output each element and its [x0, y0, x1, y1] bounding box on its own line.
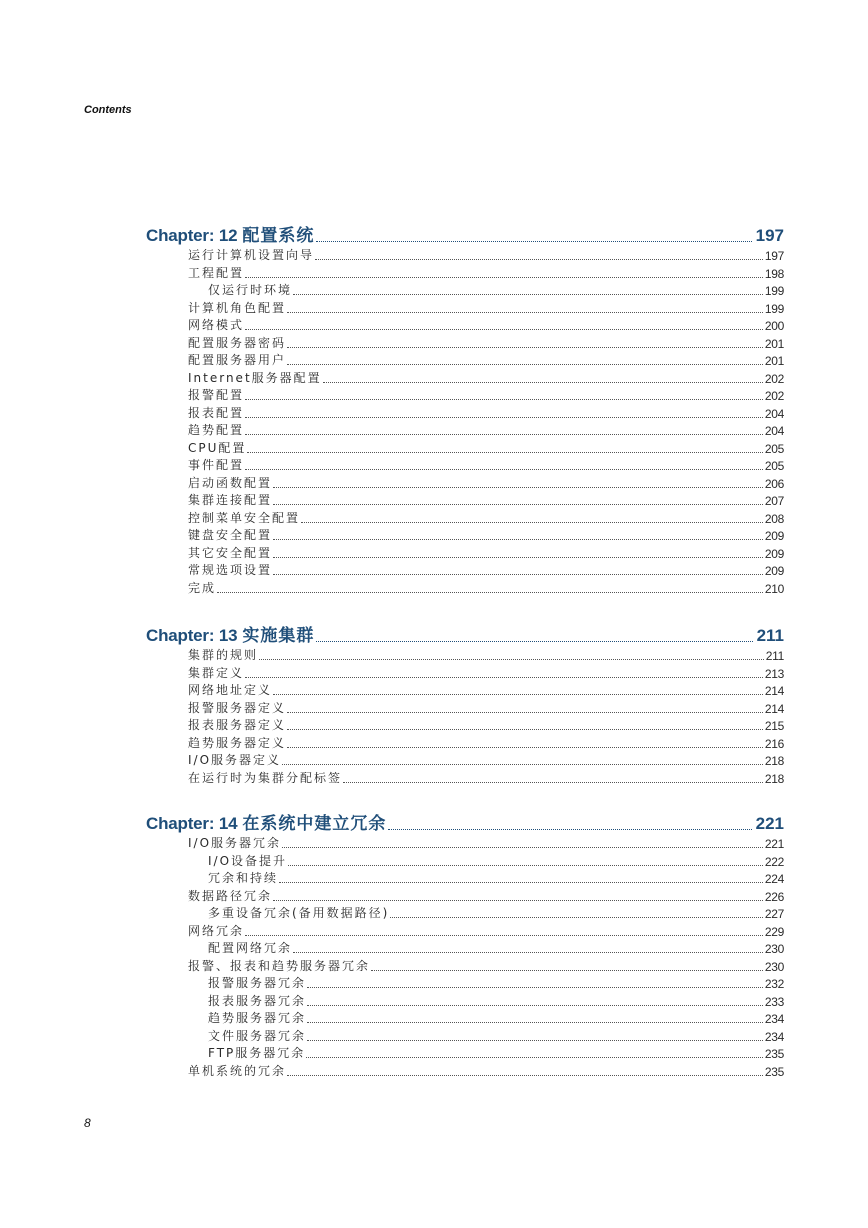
- toc-entry-title: 报表服务器冗余: [208, 993, 307, 1008]
- dot-leader: [217, 592, 763, 593]
- chapter-heading[interactable]: [146, 808, 784, 834]
- toc-entry-page-number: 206: [764, 476, 784, 491]
- toc-entry-title: I/O设备提升: [208, 853, 288, 868]
- toc-entry-page-number: 211: [765, 649, 784, 663]
- toc-entry-page-number: 216: [764, 736, 784, 751]
- toc-entry[interactable]: [188, 334, 784, 351]
- toc-entry-page-number: 201: [764, 354, 784, 368]
- dot-leader: [245, 277, 763, 278]
- toc-entry-page-number: 215: [764, 719, 784, 733]
- toc-entry[interactable]: [188, 699, 784, 716]
- chapter-label: Chapter: 14: [146, 814, 238, 833]
- dot-leader: [282, 764, 763, 765]
- toc-entry[interactable]: [208, 992, 784, 1009]
- toc-entry-title: CPU配置: [188, 440, 247, 455]
- toc-entry[interactable]: [188, 404, 784, 421]
- toc-entry-title: 配置服务器密码: [188, 335, 287, 350]
- dot-leader: [287, 1075, 763, 1076]
- dot-leader: [323, 382, 763, 383]
- toc-entry[interactable]: [188, 491, 784, 508]
- toc-entry-title: 仅运行时环境: [208, 283, 293, 297]
- toc-entry-page-number: 214: [764, 684, 784, 698]
- toc-entry[interactable]: [188, 579, 784, 596]
- toc-entry-title: 事件配置: [188, 458, 245, 472]
- dot-leader: [287, 312, 763, 313]
- dot-leader: [287, 364, 763, 365]
- chapter-title: 实施集群: [242, 626, 315, 646]
- toc-entry[interactable]: [188, 681, 784, 698]
- toc-entry[interactable]: [208, 869, 784, 886]
- toc-entry[interactable]: [188, 1062, 784, 1079]
- toc-entry-page-number: 204: [764, 424, 784, 438]
- toc-entry-page-number: 235: [764, 1064, 784, 1079]
- toc-entry-title: 单机系统的冗余: [188, 1063, 287, 1078]
- toc-entry[interactable]: [208, 1027, 784, 1044]
- toc-entry-page-number: 234: [764, 1029, 784, 1044]
- toc-entry-title: 在运行时为集群分配标签: [188, 770, 343, 785]
- chapter-heading[interactable]: [146, 620, 784, 646]
- toc-entry[interactable]: [208, 1044, 784, 1061]
- toc-entry-page-number: 200: [764, 319, 784, 333]
- toc-entry-page-number: 233: [764, 994, 784, 1009]
- dot-leader: [371, 970, 763, 971]
- chapter-title: 配置系统: [242, 226, 315, 246]
- toc-entry-title: 报警配置: [188, 388, 245, 402]
- dot-leader: [343, 782, 763, 783]
- toc-entry-title: 趋势配置: [188, 423, 245, 437]
- toc-entry-title: Internet服务器配置: [188, 370, 322, 385]
- chapter-label: Chapter: 12: [146, 226, 238, 245]
- dot-leader: [307, 987, 763, 988]
- toc-entry-title: 工程配置: [188, 265, 245, 280]
- toc-entry-page-number: 222: [764, 854, 784, 869]
- toc-entry-page-number: 227: [764, 907, 784, 921]
- dot-leader: [245, 677, 763, 678]
- toc-entry-page-number: 202: [764, 389, 784, 403]
- toc-entry-title: 网络模式: [188, 318, 245, 332]
- toc-entry[interactable]: [188, 664, 784, 681]
- dot-leader: [245, 329, 763, 330]
- toc-entry[interactable]: [188, 769, 784, 786]
- toc-entry[interactable]: [208, 281, 784, 298]
- toc-entry-title: 报表服务器定义: [188, 718, 287, 732]
- toc-entry[interactable]: [188, 646, 784, 663]
- dot-leader: [390, 917, 763, 918]
- toc-entry-title: 键盘安全配置: [188, 528, 273, 542]
- dot-leader: [245, 434, 763, 435]
- toc-entry[interactable]: [188, 474, 784, 491]
- toc-entry[interactable]: [188, 561, 784, 578]
- toc-entry-page-number: 209: [764, 529, 784, 543]
- chapter-heading[interactable]: [146, 220, 784, 246]
- dot-leader: [259, 659, 764, 660]
- toc-entry-title: 常规选项设置: [188, 563, 273, 577]
- running-header: Contents: [84, 104, 132, 116]
- dot-leader: [273, 574, 763, 575]
- toc-entry-title: 启动函数配置: [188, 475, 273, 490]
- toc-entry[interactable]: [188, 369, 784, 386]
- chapter-page-number: 197: [755, 226, 784, 245]
- dot-leader: [273, 539, 763, 540]
- chapter-page-number: 211: [756, 626, 784, 645]
- toc-entry[interactable]: [188, 386, 784, 403]
- dot-leader: [316, 241, 751, 242]
- toc-entry-page-number: 218: [764, 771, 784, 786]
- toc-entry-page-number: 209: [764, 564, 784, 578]
- dot-leader: [273, 487, 763, 488]
- toc-entry-title: 控制菜单安全配置: [188, 510, 301, 525]
- toc-entry-page-number: 205: [764, 459, 784, 473]
- dot-leader: [306, 1057, 763, 1058]
- dot-leader: [287, 729, 763, 730]
- chapter-page-number: 221: [755, 814, 784, 833]
- toc-entry[interactable]: [188, 316, 784, 333]
- toc-entry-page-number: 201: [764, 336, 784, 351]
- toc-entry-page-number: 224: [764, 872, 784, 886]
- toc-entry[interactable]: [208, 904, 784, 921]
- toc-entry[interactable]: [188, 834, 784, 851]
- chapter-label: Chapter: 13: [146, 626, 238, 645]
- toc-entry-title: I/O服务器定义: [188, 753, 282, 767]
- dot-leader: [245, 399, 763, 400]
- dot-leader: [273, 557, 763, 558]
- dot-leader: [245, 469, 763, 470]
- toc-entry-page-number: 210: [764, 581, 784, 596]
- toc-entry-title: 多重设备冗余(备用数据路径): [208, 906, 390, 920]
- toc-entry-title: 报警服务器冗余: [208, 976, 307, 990]
- toc-entry-title: 数据路径冗余: [188, 888, 273, 903]
- toc-entry-page-number: 198: [764, 266, 784, 281]
- toc-entry-page-number: 213: [764, 666, 784, 681]
- toc-entry[interactable]: [188, 509, 784, 526]
- toc-entry-title: 运行计算机设置向导: [188, 248, 315, 262]
- toc-entry-title: FTP服务器冗余: [208, 1046, 306, 1060]
- toc-entry-title: 文件服务器冗余: [208, 1028, 307, 1043]
- toc-entry[interactable]: [188, 957, 784, 974]
- toc-entry-title: 集群定义: [188, 665, 245, 680]
- toc-entry-page-number: 221: [764, 837, 784, 851]
- toc-entry[interactable]: [188, 299, 784, 316]
- toc-entry[interactable]: [188, 526, 784, 543]
- dot-leader: [307, 1005, 763, 1006]
- toc-entry-page-number: 197: [764, 249, 784, 263]
- toc-entry-title: 网络地址定义: [188, 683, 273, 697]
- toc-entry[interactable]: [188, 421, 784, 438]
- toc-entry[interactable]: [188, 751, 784, 768]
- toc-entry[interactable]: [188, 246, 784, 263]
- toc-entry-title: 计算机角色配置: [188, 300, 287, 315]
- dot-leader: [247, 452, 762, 453]
- toc-entry-page-number: 235: [764, 1047, 784, 1061]
- toc-entry[interactable]: [188, 544, 784, 561]
- dot-leader: [287, 347, 763, 348]
- dot-leader: [307, 1040, 763, 1041]
- chapter-title: 在系统中建立冗余: [242, 814, 387, 834]
- toc-entry-title: 配置网络冗余: [208, 941, 293, 955]
- toc-entry-title: 其它安全配置: [188, 545, 273, 560]
- toc-entry-title: 冗余和持续: [208, 871, 279, 885]
- toc-entry-title: 趋势服务器冗余: [208, 1011, 307, 1025]
- toc-entry-page-number: 202: [764, 371, 784, 386]
- dot-leader: [282, 847, 763, 848]
- toc-entry[interactable]: [188, 887, 784, 904]
- page-number: 8: [84, 1116, 91, 1130]
- toc-entry[interactable]: [208, 974, 784, 991]
- dot-leader: [301, 522, 763, 523]
- dot-leader: [273, 694, 763, 695]
- dot-leader: [316, 641, 752, 642]
- toc-entry-title: 配置服务器用户: [188, 353, 287, 367]
- toc-entry-page-number: 230: [764, 959, 784, 974]
- toc-entry-page-number: 199: [764, 301, 784, 316]
- dot-leader: [293, 952, 763, 953]
- toc-entry-page-number: 209: [764, 546, 784, 561]
- toc-entry[interactable]: [188, 439, 784, 456]
- toc-entry-title: 集群连接配置: [188, 493, 273, 507]
- toc-entry[interactable]: [188, 922, 784, 939]
- toc-entry-title: 报警服务器定义: [188, 700, 287, 715]
- toc-entry-page-number: 230: [764, 942, 784, 956]
- toc-entry-page-number: 234: [764, 1012, 784, 1026]
- toc-entry-title: 网络冗余: [188, 923, 245, 938]
- toc-entry[interactable]: [188, 734, 784, 751]
- toc-entry-page-number: 199: [764, 284, 784, 298]
- toc-entry-title: 完成: [188, 580, 217, 595]
- toc-entry[interactable]: [188, 351, 784, 368]
- dot-leader: [287, 712, 763, 713]
- toc-entry[interactable]: [188, 264, 784, 281]
- toc-entry-title: 报警、报表和趋势服务器冗余: [188, 958, 371, 973]
- dot-leader: [288, 865, 763, 866]
- toc-entry[interactable]: [188, 716, 784, 733]
- dot-leader: [287, 747, 763, 748]
- dot-leader: [273, 900, 763, 901]
- toc-entry-title: 趋势服务器定义: [188, 735, 287, 750]
- toc-entry-page-number: 207: [764, 494, 784, 508]
- toc-entry[interactable]: [188, 456, 784, 473]
- toc-entry-page-number: 204: [764, 406, 784, 421]
- dot-leader: [245, 935, 763, 936]
- toc-entry-page-number: 229: [764, 924, 784, 939]
- dot-leader: [245, 417, 763, 418]
- toc-entry-page-number: 232: [764, 977, 784, 991]
- dot-leader: [315, 259, 763, 260]
- toc-entry-page-number: 205: [764, 441, 784, 456]
- dot-leader: [307, 1022, 763, 1023]
- toc-entry-page-number: 218: [764, 754, 784, 768]
- toc-entry[interactable]: [208, 852, 784, 869]
- toc-entry-page-number: 214: [764, 701, 784, 716]
- toc-entry-page-number: 208: [764, 511, 784, 526]
- dot-leader: [273, 504, 763, 505]
- toc-entry-page-number: 226: [764, 889, 784, 904]
- dot-leader: [293, 294, 763, 295]
- toc-entry-title: I/O服务器冗余: [188, 836, 282, 850]
- dot-leader: [279, 882, 763, 883]
- dot-leader: [388, 829, 751, 830]
- toc-entry-title: 报表配置: [188, 405, 245, 420]
- toc-entry[interactable]: [208, 1009, 784, 1026]
- toc-entry[interactable]: [208, 939, 784, 956]
- toc-entry-title: 集群的规则: [188, 648, 259, 662]
